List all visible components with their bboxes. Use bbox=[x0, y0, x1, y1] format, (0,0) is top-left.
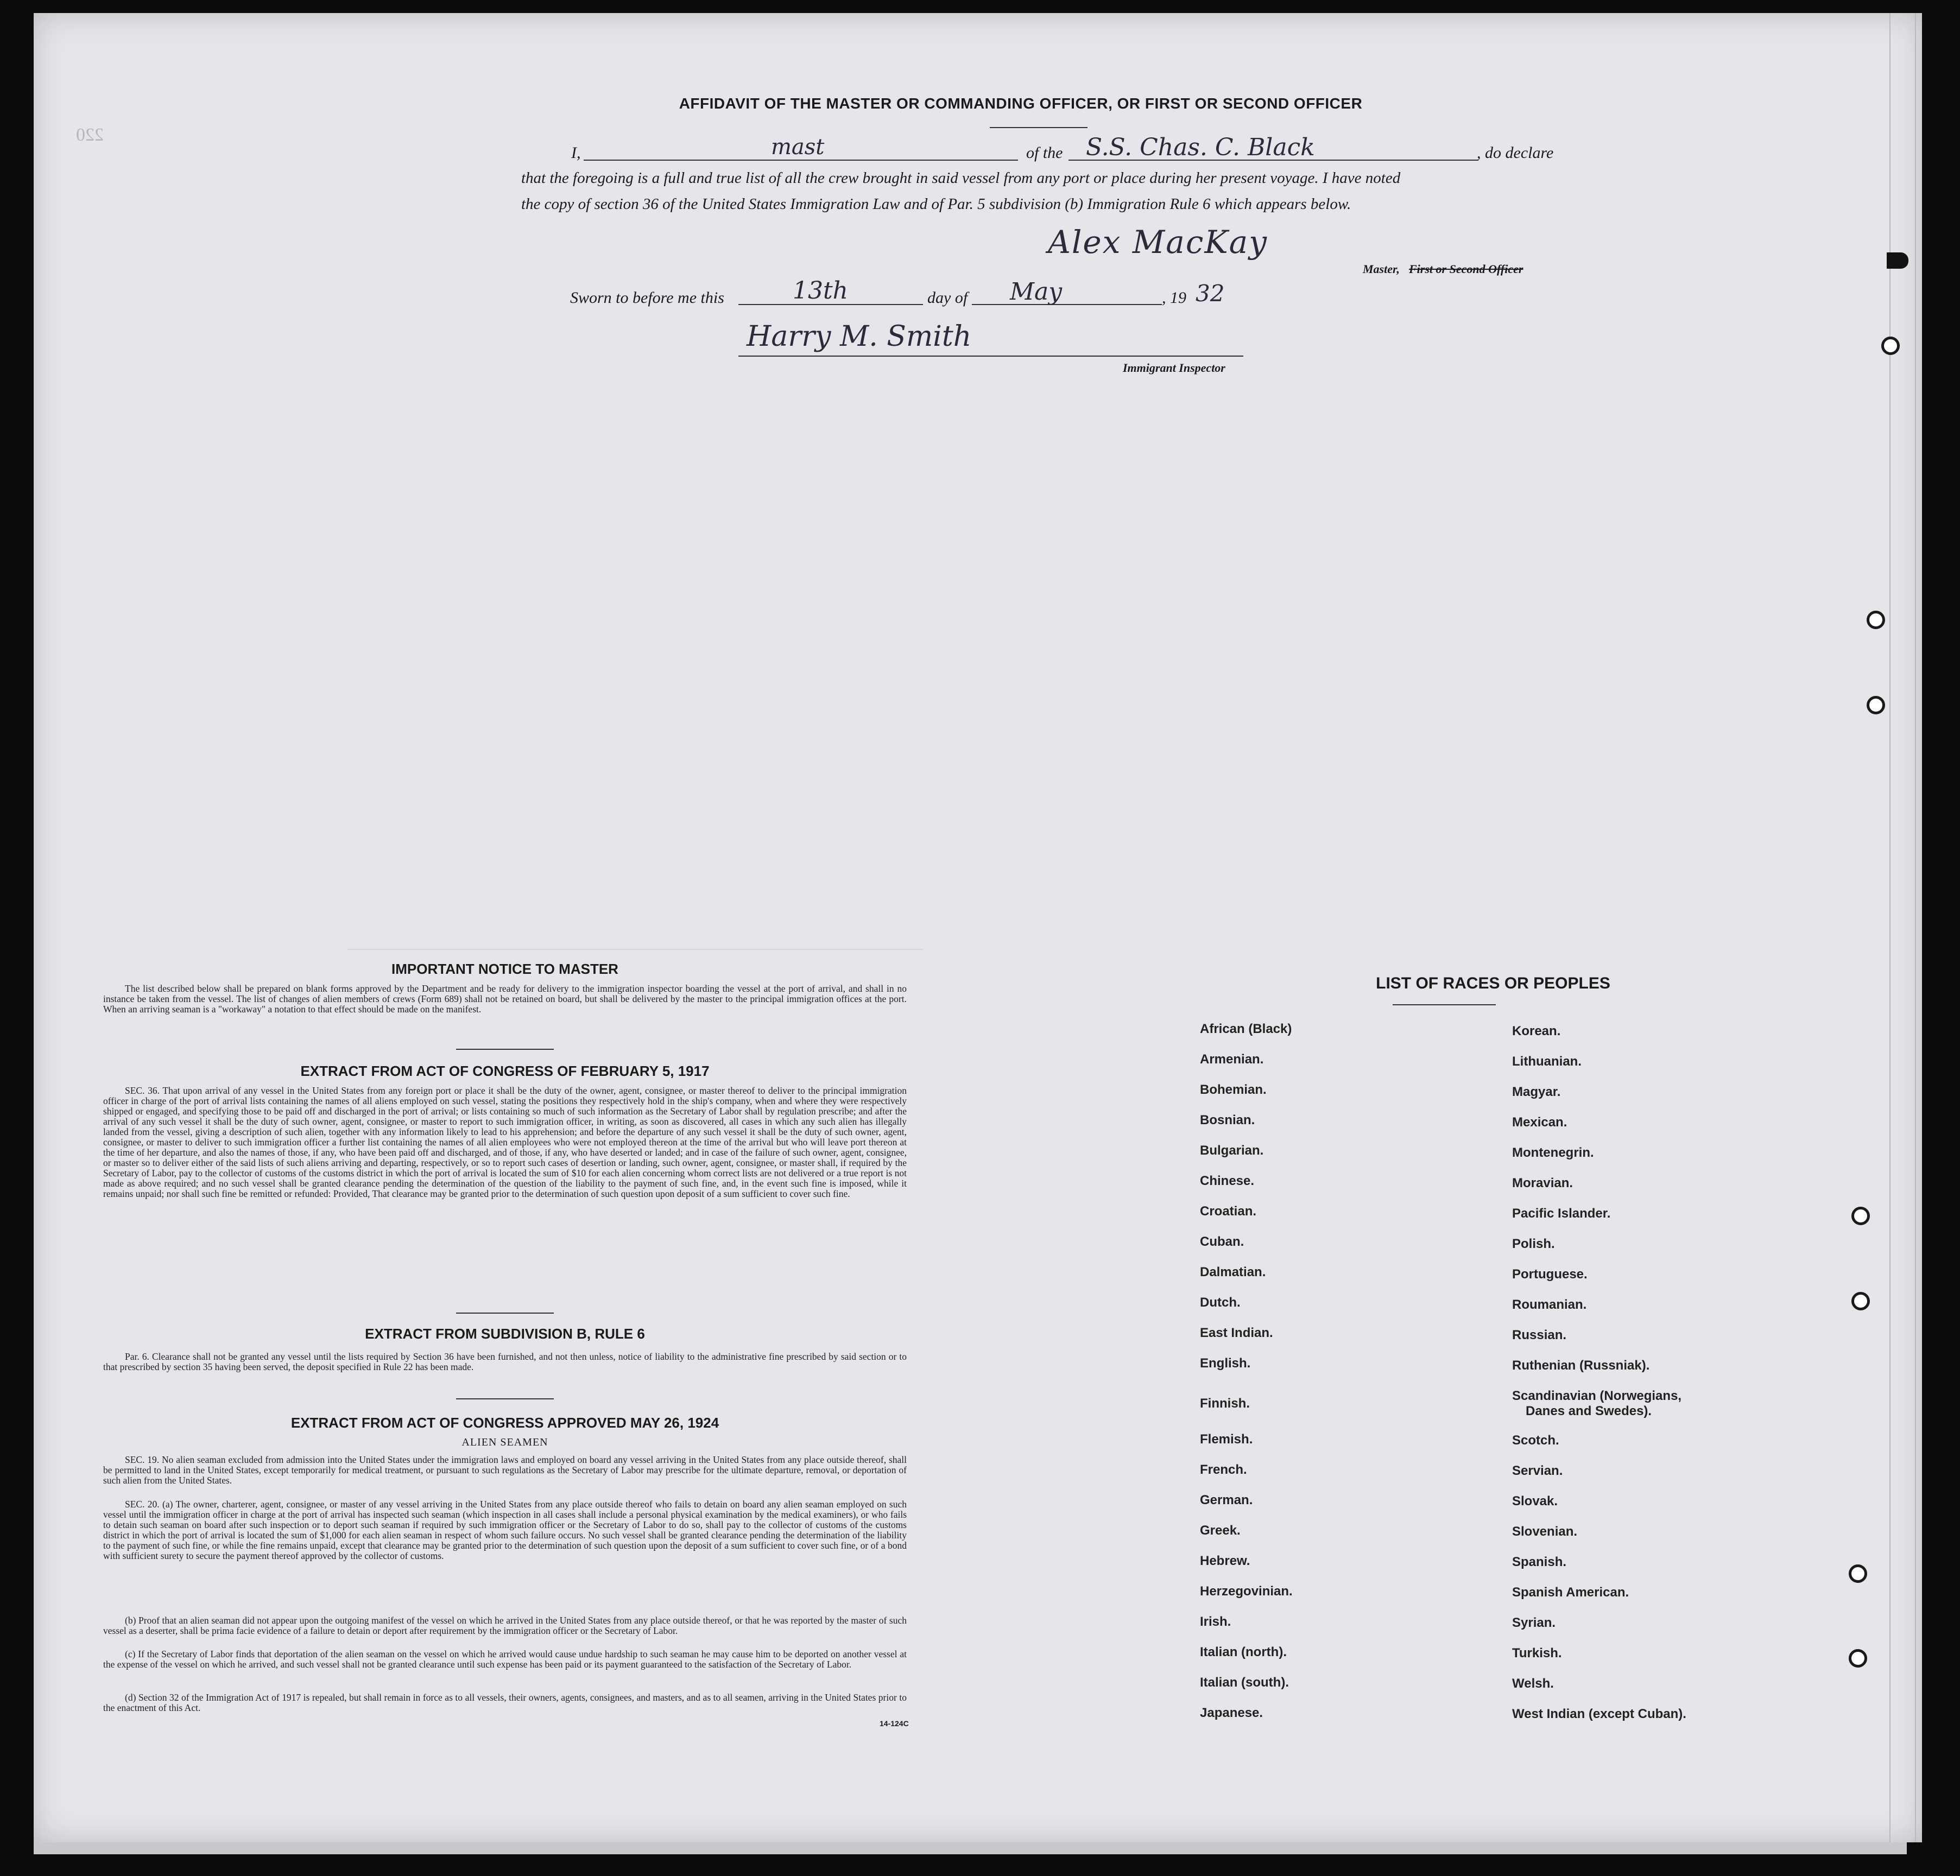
extract-1924-sec19: SEC. 19. No alien seaman excluded from admission into the United States under the immigration laws and employed on board any vessel arriving in the United States from any place outside thereof, shall be permitted to land in the United States, except temporarily for medical treatment, or pursuant to such regulations as the Secretary of Labor may prescribe for the ultimate departure, removal, or deportation of such alien from the United States. bbox=[103, 1454, 907, 1486]
race-item: Turkish. bbox=[1512, 1646, 1562, 1660]
race-item: Scotch. bbox=[1512, 1433, 1559, 1448]
race-item: Croatian. bbox=[1200, 1204, 1257, 1219]
race-item: Chinese. bbox=[1200, 1174, 1255, 1188]
title-rule bbox=[990, 127, 1088, 128]
rank-fill-line bbox=[584, 160, 1018, 161]
affidavit-line3: the copy of section 36 of the United States Immigration Law and of Par. 5 subdivision (b) Immigration Rule 6 which appears below. bbox=[521, 195, 1351, 213]
race-item: Magyar. bbox=[1512, 1085, 1561, 1099]
punch-hole-icon bbox=[1849, 1649, 1867, 1668]
race-item: Dalmatian. bbox=[1200, 1265, 1266, 1279]
extract-1924-sec20c: (c) If the Secretary of Labor finds that deportation of the alien seaman on the vessel on which he arrived would cause undue hardship to such seaman he may cause him to be deported on another vessel at the expense of the vessel on which he arrived, and such vessel shall not be granted clearance until such expense has been paid or its payment guaranteed to the satisfaction of the Secretary of Labor. bbox=[103, 1649, 907, 1670]
inspector-signature: Harry M. Smith bbox=[747, 320, 972, 353]
race-item: Moravian. bbox=[1512, 1176, 1573, 1190]
race-item: Polish. bbox=[1512, 1237, 1555, 1251]
extract-rule6-body: Par. 6. Clearance shall not be granted any vessel until the lists required by Section 36 have been furnished, and not then unless, notice of liability to the administrative fine prescribed by said section or to that prescribed by section 35 having been served, the deposit specified in Rule 22 has been made. bbox=[103, 1351, 907, 1372]
section-rule bbox=[456, 1049, 554, 1050]
notice-title: IMPORTANT NOTICE TO MASTER bbox=[391, 961, 618, 977]
extract-1924-sec20d: (d) Section 32 of the Immigration Act of 1917 is repealed, but shall remain in force as to all vessels, their owners, agents, consignees, and masters, and as to all seamen, arriving in the United States prior to the enactment of this Act. bbox=[103, 1692, 907, 1713]
race-item: Pacific Islander. bbox=[1512, 1206, 1611, 1221]
race-item: Syrian. bbox=[1512, 1615, 1556, 1630]
punch-hole-icon bbox=[1851, 1207, 1870, 1225]
section-rule bbox=[456, 1313, 554, 1314]
sworn-month-line bbox=[972, 304, 1162, 305]
extract-1924-subtitle: ALIEN SEAMEN bbox=[461, 1436, 548, 1448]
race-item: Japanese. bbox=[1200, 1706, 1263, 1720]
section-rule bbox=[456, 1398, 554, 1399]
affidavit-line2: that the foregoing is a full and true list of all the crew brought in said vessel from any port or place during her present voyage. I have noted bbox=[521, 169, 1401, 187]
race-item: Montenegrin. bbox=[1512, 1145, 1594, 1160]
race-item: Danes and Swedes). bbox=[1526, 1404, 1652, 1418]
race-item: Bulgarian. bbox=[1200, 1143, 1264, 1158]
extract-1917-body: SEC. 36. That upon arrival of any vessel in the United States from any foreign port or place it shall be the duty of the owner, agent, consignee, or master thereof to deliver to the principal immigration officer in charge of the port of arrival lists containing the names of all aliens employed on such vessel, stating the positions they respectively hold in the ship's company, when and where they were respectively shipped or engaged, and specifying those to be paid off and discharged in the port of arrival; or lists containing so much of such information as the Secretary of Labor shall by regulation prescribe; and after the arrival of any such vessel it shall be the duty of such owner, agent, consignee, or master to report to such immigration officer, in writing, as soon as discovered, all cases in which any such alien has illegally landed from the vessel, giving a description of such alien, together with any information likely to lead to his apprehension; and before the departure of any such vessel it shall be the duty of such owner, agent, consignee, or master to deliver to such immigration officer a further list containing the names of all alien employees who were not employed thereon at the time of the arrival but who will leave port thereon at the time of her departure, and also the names of those, if any, who have been paid off and discharged, and of those, if any, who have deserted or landed; and in case of the failure of such owner, agent, consignee, or master so to deliver either of the said lists of such aliens arriving and departing, respectively, or so to report such cases of desertion or landing, such owner, agent, consignee, or master shall, if required by the Secretary of Labor, pay to the collector of customs of the customs district in which the port of arrival is located the sum of $10 for each alien concerning whom correct lists are not delivered or a true report is not made as above required; and no such vessel shall be granted clearance pending the determination of the question of the liability to the payment of such fine, and, in the event such fine is imposed, while it remains unpaid; nor shall such fine be remitted or refunded: Provided, That clearance may be granted prior to the determination of such question upon deposit of a sum sufficient to cover such fine. bbox=[103, 1085, 907, 1199]
race-item: Portuguese. bbox=[1512, 1267, 1588, 1282]
punch-hole-icon bbox=[1867, 696, 1885, 714]
affidavit-line1-prefix: I, bbox=[571, 144, 581, 162]
extract-rule6-title: EXTRACT FROM SUBDIVISION B, RULE 6 bbox=[365, 1326, 645, 1342]
race-item: Slovak. bbox=[1512, 1494, 1558, 1509]
master-signature: Alex MacKay bbox=[1048, 224, 1268, 261]
race-item: Bosnian. bbox=[1200, 1113, 1255, 1127]
race-item: Lithuanian. bbox=[1512, 1054, 1582, 1069]
race-item: Welsh. bbox=[1512, 1676, 1554, 1691]
race-item: Herzegovinian. bbox=[1200, 1584, 1293, 1599]
race-item: Russian. bbox=[1512, 1328, 1567, 1342]
punch-hole-icon bbox=[1867, 611, 1885, 629]
race-item: Italian (south). bbox=[1200, 1675, 1289, 1690]
inspector-sign-line bbox=[738, 356, 1243, 357]
affidavit-line1-mid: of the bbox=[1026, 144, 1063, 162]
race-item: German. bbox=[1200, 1493, 1253, 1507]
extract-1924-sec20a: SEC. 20. (a) The owner, charterer, agent, consignee, or master of any vessel arriving in the United States from any place outside thereof who fails to detain on board any alien seaman employed on such vessel until the immigration officer in charge at the port of arrival has inspected such seaman (which inspection in all cases shall include a personal physical examination by the medical examiners), or who fails to detain such seaman on board after such inspection or to deport such seaman if required by such immigration officer or the Secretary of Labor to do so, shall pay to the collector of customs of the customs district in which the port of arrival is located the sum of $1,000 for each alien seaman in respect of whom such failure occurs. No such vessel shall be granted clearance pending the determination of the liability to the payment of such fine, or while the fine remains unpaid, except that clearance may be granted prior to the determination of such question upon the deposit of a sum sufficient to cover such fine, or of a bond with sufficient surety to secure the payment thereof approved by the collector of customs. bbox=[103, 1499, 907, 1561]
punch-hole-icon bbox=[1881, 337, 1900, 355]
race-item: West Indian (except Cuban). bbox=[1512, 1707, 1686, 1721]
race-item: Spanish American. bbox=[1512, 1585, 1629, 1600]
race-item: French. bbox=[1200, 1462, 1247, 1477]
race-item: Slovenian. bbox=[1512, 1524, 1578, 1539]
sworn-day-handwritten: 13th bbox=[793, 277, 849, 305]
race-item: Korean. bbox=[1512, 1024, 1561, 1038]
vessel-handwritten: S.S. Chas. C. Black bbox=[1086, 134, 1315, 161]
race-item: Finnish. bbox=[1200, 1396, 1250, 1411]
race-item: African (Black) bbox=[1200, 1022, 1292, 1036]
race-item: Spanish. bbox=[1512, 1555, 1567, 1569]
punch-hole-icon bbox=[1851, 1292, 1870, 1310]
sworn-year-handwritten: 32 bbox=[1196, 280, 1225, 307]
race-item: Roumanian. bbox=[1512, 1297, 1587, 1312]
race-item: English. bbox=[1200, 1356, 1251, 1371]
extract-1924-sec20b: (b) Proof that an alien seaman did not appear upon the outgoing manifest of the vessel on which he arrived in the United States from any place outside thereof, or that he was reported by the master of such vessel as a deserter, shall be prima facie evidence of a failure to detain or deport after requirement by the immigration officer or the Secretary of Labor. bbox=[103, 1615, 907, 1636]
rank-handwritten: mast bbox=[771, 135, 825, 160]
signature-caption-master: Master, bbox=[1363, 262, 1400, 276]
race-item: Italian (north). bbox=[1200, 1645, 1287, 1659]
margin-rule bbox=[1889, 13, 1891, 1842]
race-item: Mexican. bbox=[1512, 1115, 1567, 1130]
sworn-prefix: Sworn to before me this bbox=[570, 289, 724, 307]
notice-body: The list described below shall be prepared on blank forms approved by the Department and be ready for delivery to the immigration inspector boarding the vessel at the port of arrival, and shall in no instance be taken from the vessel. The list of changes of alien members of crews (Form 689) shall not be retained on board, but shall be delivered by the master to the principal immigration offices at the port. When an arriving seaman is a "workaway" a notation to that effect should be made on the manifest. bbox=[103, 983, 907, 1015]
races-rule bbox=[1393, 1004, 1496, 1005]
margin-rule bbox=[1915, 13, 1916, 1842]
race-item: East Indian. bbox=[1200, 1326, 1273, 1340]
bleed-through-line bbox=[347, 949, 923, 950]
affidavit-line1-suffix: , do declare bbox=[1477, 144, 1554, 162]
race-item: Scandinavian (Norwegians, bbox=[1512, 1389, 1682, 1403]
race-item: Irish. bbox=[1200, 1614, 1231, 1629]
signature-caption-struck: First or Second Officer bbox=[1409, 262, 1523, 276]
extract-1917-title: EXTRACT FROM ACT OF CONGRESS OF FEBRUARY 5, 1917 bbox=[300, 1063, 710, 1079]
race-item: Ruthenian (Russniak). bbox=[1512, 1358, 1650, 1373]
sheet-edge bbox=[34, 1842, 1907, 1854]
binder-clip-icon bbox=[1887, 252, 1908, 269]
form-number: 14-124C bbox=[880, 1719, 909, 1728]
race-item: Bohemian. bbox=[1200, 1082, 1267, 1097]
extract-1924-title: EXTRACT FROM ACT OF CONGRESS APPROVED MAY 26, 1924 bbox=[290, 1415, 719, 1431]
race-item: Dutch. bbox=[1200, 1295, 1241, 1310]
punch-hole-icon bbox=[1849, 1564, 1867, 1583]
race-item: Greek. bbox=[1200, 1523, 1241, 1538]
races-title: LIST OF RACES OR PEOPLES bbox=[1376, 974, 1610, 992]
sworn-year-prefix: , 19 bbox=[1162, 289, 1186, 307]
race-item: Flemish. bbox=[1200, 1432, 1253, 1447]
race-item: Cuban. bbox=[1200, 1234, 1244, 1249]
race-item: Hebrew. bbox=[1200, 1554, 1250, 1568]
sworn-month-handwritten: May bbox=[1010, 278, 1063, 306]
margin-mark: 220 bbox=[76, 125, 104, 145]
sworn-day-of: day of bbox=[927, 289, 968, 307]
race-item: Servian. bbox=[1512, 1463, 1563, 1478]
inspector-caption: Immigrant Inspector bbox=[1123, 361, 1225, 375]
race-item: Armenian. bbox=[1200, 1052, 1264, 1067]
affidavit-title: AFFIDAVIT OF THE MASTER OR COMMANDING OFFICER, OR FIRST OR SECOND OFFICER bbox=[679, 95, 1363, 112]
